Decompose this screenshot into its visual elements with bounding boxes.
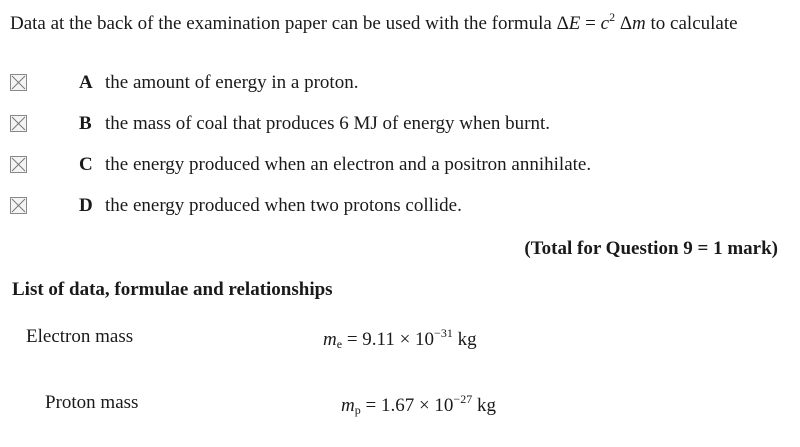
proton-mass-exponent: −27 [453, 392, 473, 406]
proton-mass-number: = 1.67 × 10 [360, 395, 454, 416]
stem-text-start: Data at the back of the examination paper can be used with the formula Δ [10, 13, 569, 34]
option-c-letter: C [79, 154, 93, 175]
option-b-text: the mass of coal that produces 6 MJ of energy when burnt. [105, 113, 550, 134]
electron-mass-subscript: e [336, 337, 343, 351]
proton-mass-unit: kg [472, 395, 496, 416]
proton-mass-label: Proton mass [45, 392, 139, 413]
electron-mass-symbol: m [323, 329, 337, 350]
cross-icon [11, 157, 26, 172]
stem-var-e: E [568, 13, 581, 34]
option-a-checkbox[interactable] [10, 74, 27, 91]
stem-equals: = [580, 13, 601, 34]
option-a-text: the amount of energy in a proton. [105, 72, 359, 93]
option-b-letter: B [79, 113, 92, 134]
stem-exponent: 2 [609, 10, 616, 24]
question-stem [10, 4, 770, 37]
proton-mass-symbol: m [341, 395, 355, 416]
cross-icon [11, 198, 26, 213]
proton-mass-subscript: p [354, 403, 361, 417]
option-d-text: the energy produced when two protons collide. [105, 195, 462, 216]
cross-icon [11, 75, 26, 90]
question-total-marks: (Total for Question 9 = 1 mark) [524, 238, 778, 259]
electron-mass-unit: kg [452, 329, 477, 350]
proton-mass-value [341, 392, 496, 418]
data-list-heading: List of data, formulae and relationships [12, 279, 333, 300]
electron-mass-exponent: −31 [434, 326, 453, 340]
stem-var-c: c [600, 13, 610, 34]
stem-delta: Δ [615, 13, 633, 34]
option-b-checkbox[interactable] [10, 115, 27, 132]
stem-text-end: to calculate [645, 13, 738, 34]
electron-mass-number: = 9.11 × 10 [342, 329, 435, 350]
stem-var-m: m [632, 13, 646, 34]
option-c-checkbox[interactable] [10, 156, 27, 173]
option-d-checkbox[interactable] [10, 197, 27, 214]
electron-mass-label: Electron mass [26, 326, 134, 347]
electron-mass-value [323, 326, 477, 352]
option-c-text: the energy produced when an electron and a positron annihilate. [105, 154, 592, 175]
option-d-letter: D [79, 195, 93, 216]
cross-icon [11, 116, 26, 131]
option-a-letter: A [79, 72, 93, 93]
